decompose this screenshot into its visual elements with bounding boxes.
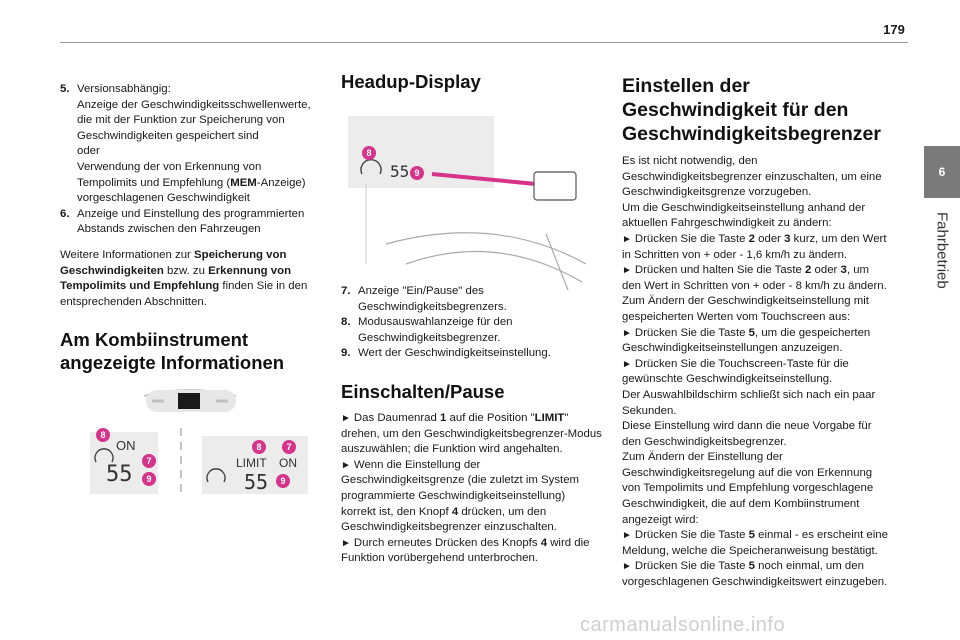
text-run: , um den Wert in Schritten von + oder - 8 km/h zu ändern.	[622, 264, 887, 292]
item-number: 8.	[341, 316, 351, 329]
page-number: 179	[883, 22, 905, 37]
bullet-arrow-icon: ►	[341, 412, 351, 424]
text-run: drücken, um den Geschwindigkeitsbegrenzer einzuschalten.	[341, 505, 557, 534]
callout-8-right: 8	[252, 440, 266, 454]
text-run: " drehen, um den Geschwindigkeitsbegrenzer-Modus auszuwählen; die Funktion wird angehalten.	[341, 411, 602, 456]
list-item-6	[60, 207, 322, 238]
step-paragraph	[341, 458, 603, 536]
bullet-arrow-icon: ►	[341, 459, 351, 471]
text-run-bold: LIMIT	[534, 411, 565, 424]
text-run: kurz, um den Wert in Schritten von + oder - 1,6 km/h zu ändern.	[622, 232, 887, 261]
text-run: Wenn die Einstellung der Geschwindigkeitsgrenze (die zuletzt im System programmierte Geschwindigkeitseinstellung) korrekt ist, den Knopf	[341, 458, 580, 518]
text-run: Drücken und halten Sie die Taste	[634, 264, 806, 277]
paragraph: Es ist nicht notwendig, den Geschwindigkeitsbegrenzer einzuschalten, um eine Geschwindigkeitsgrenze vorzugeben.	[622, 155, 882, 199]
text-run-bold: MEM	[230, 176, 257, 189]
text-run-bold: 4	[451, 505, 459, 518]
text-run: finden Sie in den entsprechenden Abschnitten.	[60, 280, 308, 308]
paragraph: Um die Geschwindigkeitseinstellung anhand der aktuellen Fahrgeschwindigkeit zu ändern:	[622, 201, 866, 230]
item-text: Versionsabhängig:	[77, 83, 171, 95]
bullet-arrow-icon: ►	[341, 537, 351, 549]
text-run: bzw. zu	[163, 264, 209, 277]
item-text: Anzeige der Geschwindigkeitsschwellenwerte, die mit der Funktion zur Speicherung von Geschwindigkeiten gespeichert sind	[77, 98, 311, 142]
text-run-bold: 5	[748, 529, 756, 542]
list-item-8	[341, 315, 603, 346]
text-run: Drücken Sie die Touchscreen-Taste für die gewünschte Geschwindigkeitseinstellung.	[622, 357, 849, 386]
callout-7-right: 7	[282, 440, 296, 454]
header-rule	[60, 42, 908, 43]
step-paragraph	[622, 559, 890, 590]
text-run-bold: Speicherung von Geschwindigkeiten	[60, 248, 287, 277]
bullet-arrow-icon: ►	[622, 530, 632, 542]
step-paragraph	[622, 357, 890, 388]
hud-illustration	[346, 114, 600, 292]
text-run-bold: 3	[840, 264, 847, 277]
paragraph: Zum Ändern der Einstellung der Geschwindigkeitsregelung auf die von Erkennung von Tempolimits und Empfehlung vorgeschlagene Geschwindigkeit, die auf dem Kombiinstrument angezeigt wird:	[622, 451, 874, 526]
section-heading-hud: Headup-Display	[341, 71, 481, 92]
item-number: 9.	[341, 347, 351, 360]
hud-diagram	[346, 114, 600, 292]
step-paragraph	[622, 528, 890, 559]
bullet-arrow-icon: ►	[622, 327, 632, 339]
text-run: Drücken Sie die Taste	[634, 326, 749, 339]
on-label: ON	[116, 438, 136, 453]
step-paragraph	[622, 263, 890, 294]
hud-callout-8: 8	[362, 146, 376, 160]
text-run-bold: 1	[440, 411, 447, 424]
text-run: oder	[755, 232, 785, 245]
hud-speed-value: 55	[390, 162, 410, 181]
text-run-bold: Erkennung von Tempolimits und Empfehlung	[60, 264, 292, 293]
item-text: Modusauswahlanzeige für den Geschwindigkeitsbegrenzer.	[358, 316, 513, 344]
limit-label: LIMIT	[236, 456, 267, 470]
text-run-bold: 2	[805, 264, 812, 277]
item-number: 7.	[341, 285, 351, 297]
step-paragraph	[622, 326, 890, 357]
text-run: Verwendung der von Erkennung von Tempolimits und Empfehlung (	[77, 160, 262, 189]
list-item-7	[341, 284, 603, 315]
callout-9-right: 9	[276, 474, 290, 488]
section-heading-pause: Einschalten/Pause	[341, 380, 505, 402]
chapter-tab: 6	[924, 146, 960, 198]
text-run: Das Daumenrad	[353, 411, 441, 424]
text-run: Durch erneutes Drücken des Knopfs	[353, 536, 541, 549]
text-run-bold: 5	[748, 326, 756, 339]
step-paragraph	[341, 536, 603, 567]
text-run-bold: 2	[748, 232, 756, 245]
list-item-5	[60, 82, 322, 207]
text-run: auf die Position "	[446, 411, 535, 424]
text-run-bold: 4	[540, 536, 548, 549]
chapter-label	[930, 212, 954, 332]
right-column	[622, 74, 890, 591]
item-text: Wert der Geschwindigkeitseinstellung.	[358, 347, 551, 360]
paragraph: Der Auswahlbildschirm schließt sich nach ein paar Sekunden.	[622, 388, 876, 417]
item-text	[77, 160, 322, 207]
text-run: Drücken Sie die Taste	[634, 529, 749, 542]
on-label-right: ON	[279, 456, 297, 470]
callout-7-left: 7	[142, 454, 156, 468]
list-item-9	[341, 346, 603, 362]
step-paragraph	[341, 411, 603, 458]
section-heading-cluster: Am Kombiinstrument angezeigte Informationen	[60, 329, 285, 374]
item-number: 5.	[60, 83, 70, 95]
section-heading-settings: Einstellen der Geschwindigkeit für den Geschwindigkeitsbegrenzer	[622, 75, 881, 145]
speed-value-right: 55	[244, 470, 269, 494]
bullet-arrow-icon: ►	[622, 265, 632, 277]
text-run-bold: 5	[748, 560, 756, 573]
middle-column	[341, 70, 603, 93]
middle-column-list	[341, 284, 603, 567]
text-run: -Anzeige) vorgeschlagenen Geschwindigkeit	[77, 176, 306, 205]
callout-9-left: 9	[142, 472, 156, 486]
bullet-arrow-icon: ►	[622, 358, 632, 370]
text-run-bold: 3	[784, 232, 791, 245]
chapter-title: Fahrbetrieb	[933, 212, 951, 289]
step-paragraph	[622, 232, 890, 263]
text-run: wird die Funktion vorübergehend unterbrochen.	[341, 536, 590, 565]
paragraph: Zum Ändern der Geschwindigkeitseinstellung mit gespeicherten Werten vom Touchscreen aus:	[622, 295, 869, 323]
text-run: oder	[811, 264, 841, 277]
left-column	[60, 82, 322, 374]
text-run: Drücken Sie die Taste	[634, 232, 749, 245]
text-run: noch einmal, um den vorgeschlagenen Geschwindigkeitswert einzugeben.	[622, 560, 888, 589]
text-run: , um die gespeicherten Geschwindigkeitseinstellungen anzuzeigen.	[622, 326, 871, 355]
cluster-diagram	[86, 386, 326, 498]
callout-8-left: 8	[96, 428, 110, 442]
paragraph: Diese Einstellung wird dann die neue Vorgabe für den Geschwindigkeitsbegrenzer.	[622, 420, 872, 448]
item-number: 6.	[60, 207, 70, 220]
text-run: Drücken Sie die Taste	[634, 560, 749, 573]
item-text: oder	[77, 145, 100, 158]
text-run: Weitere Informationen zur	[60, 248, 195, 261]
item-text: Anzeige und Einstellung des programmierten Abstands zwischen den Fahrzeugen	[77, 207, 305, 236]
item-text: Anzeige "Ein/Pause" des Geschwindigkeitsbegrenzers.	[358, 285, 507, 313]
hud-callout-9: 9	[410, 166, 424, 180]
bullet-arrow-icon: ►	[622, 561, 632, 573]
watermark: carmanualsonline.info	[580, 614, 786, 636]
text-run: einmal - es erscheint eine Meldung, welche die Speicheranweisung bestätigt.	[622, 529, 888, 557]
bullet-arrow-icon: ►	[622, 233, 632, 245]
speed-value-left: 55	[106, 462, 133, 487]
more-info-paragraph	[60, 248, 322, 310]
